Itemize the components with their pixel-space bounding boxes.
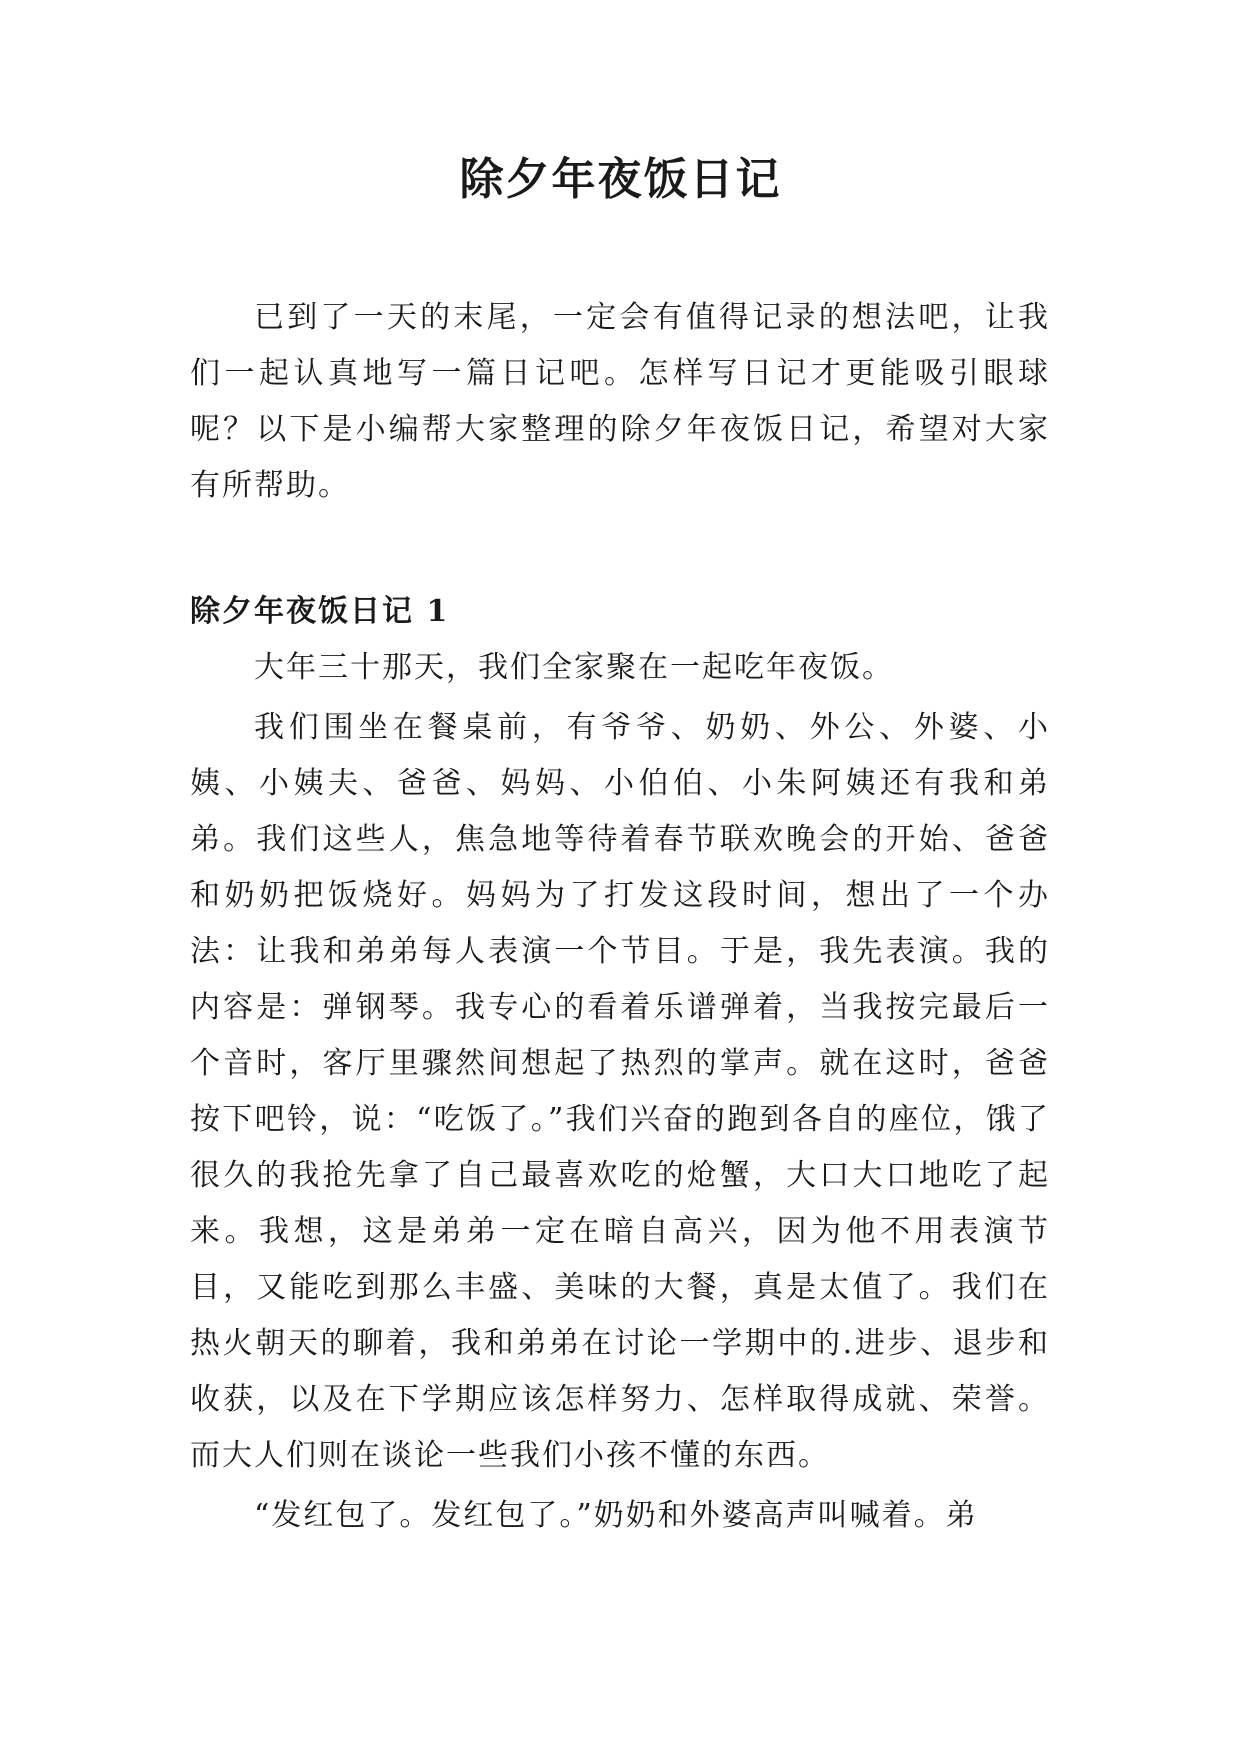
section-heading: 除夕年夜饭日记 1 bbox=[190, 594, 450, 629]
diary-paragraph-3: “发红包了。发红包了。”奶奶和外婆高声叫喊着。弟 bbox=[254, 1498, 978, 1533]
diary-content bbox=[190, 640, 1050, 1548]
diary-paragraph-1: 大年三十那天，我们全家聚在一起吃年夜饭。 bbox=[254, 650, 894, 685]
intro-paragraph: 已到了一天的末尾，一定会有值得记录的想法吧，让我们一起认真地写一篇日记吧。怎样写日记才更能吸引眼球呢？以下是小编帮大家整理的除夕年夜饭日记，希望对大家有所帮助。 bbox=[190, 300, 1050, 503]
document-title: 除夕年夜饭日记 bbox=[459, 154, 782, 205]
diary-paragraph-2: 我们围坐在餐桌前，有爷爷、奶奶、外公、外婆、小姨、小姨夫、爸爸、妈妈、小伯伯、小朱阿姨还有我和弟弟。我们这些人，焦急地等待着春节联欢晚会的开始、爸爸和奶奶把饭烧好。妈妈为了打发这段时间，想出了一个办法：让我和弟弟每人表演一个节目。于是，我先表演。我的内容是：弹钢琴。我专心的看着乐谱弹着，当我按完最后一个音时，客厅里骤然间想起了热烈的掌声。就在这时，爸爸按下吧铃，说：“吃饭了。”我们兴奋的跑到各自的座位，饿了很久的我抢先拿了自己最喜欢吃的炝蟹，大口大口地吃了起来。我想，这是弟弟一定在暗自高兴，因为他不用表演节目，又能吃到那么丰盛、美味的大餐，真是太值了。我们在热火朝天的聊着，我和弟弟在讨论一学期中的.进步、退步和收获，以及在下学期应该怎样努力、怎样取得成就、荣誉。而大人们则在谈论一些我们小孩不懂的东西。 bbox=[190, 710, 1050, 1473]
